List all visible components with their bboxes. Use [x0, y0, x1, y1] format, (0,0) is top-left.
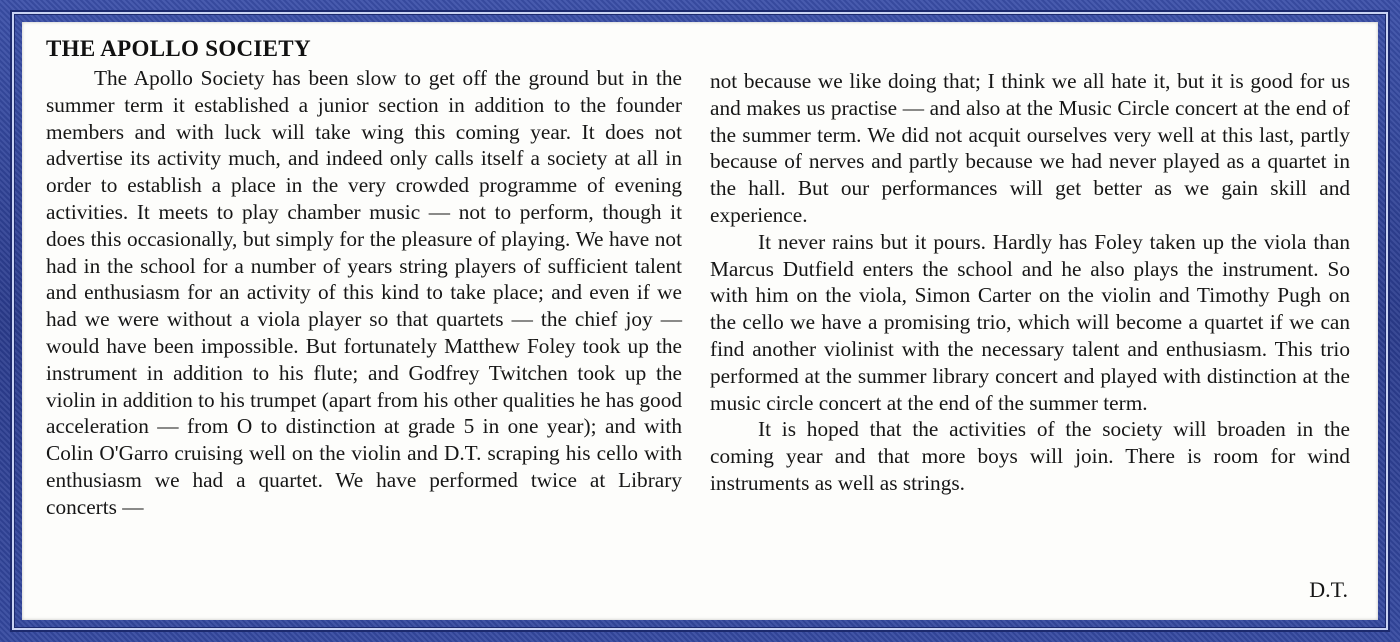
left-column: [46, 65, 682, 521]
paragraph-1-continuation: not because we like doing that; I think we all hate it, but it is good for us and makes us practise — and also at the Music Circle concert at the end of the summer term. We did not acquit ourselves very well at this last, partly because of nerves and partly because we had never played as a quartet in the hall. But our performances will get better as we gain skill and experience.: [710, 69, 1350, 227]
author-signature: D.T.: [1309, 577, 1348, 602]
article-title: THE APOLLO SOCIETY: [46, 36, 311, 61]
paragraph-1: The Apollo Society has been slow to get off the ground but in the summer term it established a junior section in addition to the founder members and with luck will take wing this coming year. It does not advertise its activity much, and indeed only calls itself a society at all in order to establish a place in the very crowded programme of evening activities. It meets to play chamber music — not to perform, though it does this occasionally, but simply for the pleasure of playing. We have not had in the school for a number of years string players of sufficient talent and enthusiasm for an activity of this kind to take place; and even if we had we were without a viola player so that quartets — the chief joy — would have been impossible. But fortunately Matthew Foley took up the instrument in addition to his flute; and Godfrey Twitchen took up the violin in addition to his trumpet (apart from his other qualities he has good acceleration — from O to distinction at grade 5 in one year); and with Colin O'Garro cruising well on the violin and D.T. scraping his cello with enthusiasm we had a quartet. We have performed twice at Library concerts —: [46, 66, 682, 519]
paragraph-2: It never rains but it pours. Hardly has Foley taken up the viola than Marcus Dutfield enters the school and he also plays the instrument. So with him on the viola, Simon Carter on the violin and Timothy Pugh on the cello we have a promising trio, which will become a quartet if we can find another violinist with the necessary talent and enthusiasm. This trio performed at the summer library concert and played with distinction at the music circle concert at the end of the summer term.: [710, 229, 1350, 415]
article-page: [22, 22, 1378, 620]
right-column: [710, 68, 1350, 497]
paragraph-3: It is hoped that the activities of the society will broaden in the coming year and that more boys will join. There is room for wind instruments as well as strings.: [710, 417, 1350, 495]
